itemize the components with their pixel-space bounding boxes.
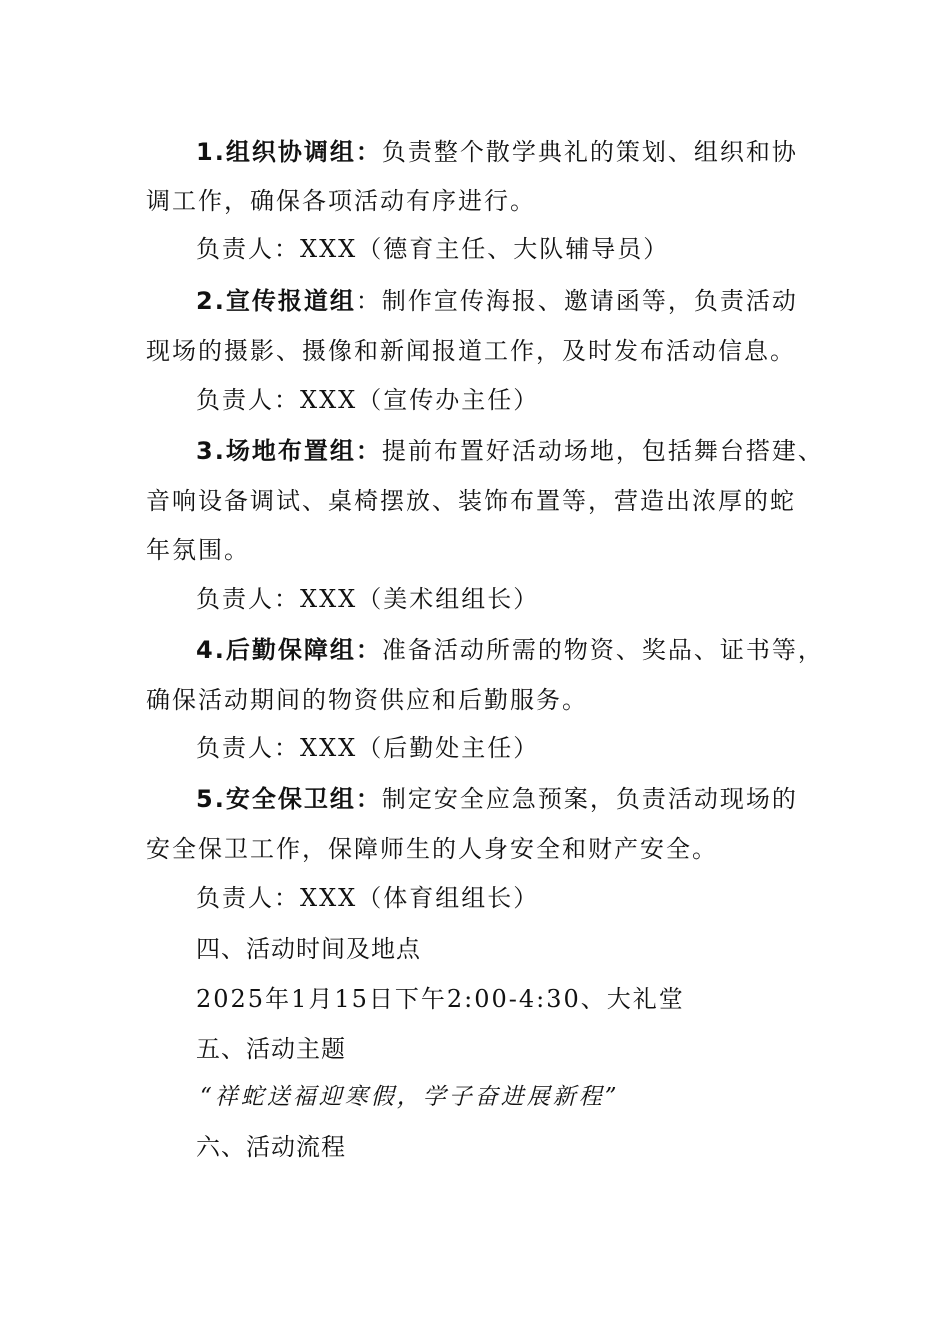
group-5-leader: 负责人：XXX（体育组组长） [196,884,540,912]
group-1-title: 1.组织协调组： [196,138,382,166]
group-3-leader: 负责人：XXX（美术组组长） [196,585,540,613]
group-1-leader: 负责人：XXX（德育主任、大队辅导员） [196,235,670,263]
section-4-content: 2025年1月15日下午2:00-4:30、大礼堂 [196,985,685,1013]
group-2-text-line-1: ：制作宣传海报、邀请函等，负责活动 [355,287,798,315]
group-4-paragraph [196,634,824,666]
group-1-text-line-2: 调工作，确保各项活动有序进行。 [146,187,536,215]
group-4-title: 4.后勤保障组： [196,636,382,664]
group-2-leader: 负责人：XXX（宣传办主任） [196,386,540,414]
section-5-heading: 五、活动主题 [196,1035,346,1063]
group-2-text-line-2: 现场的摄影、摄像和新闻报道工作，及时发布活动信息。 [146,337,796,365]
group-3-title: 3.场地布置组： [196,437,382,465]
group-1-paragraph [196,136,798,168]
group-2-paragraph [196,285,798,317]
group-5-title: 5.安全保卫组： [196,785,382,813]
group-4-text-line-2: 确保活动期间的物资供应和后勤服务。 [146,686,588,714]
group-5-text-line-2: 安全保卫工作，保障师生的人身安全和财产安全。 [146,835,718,863]
group-2-title: 2.宣传报道组 [196,287,356,315]
group-5-text-line-1: 制定安全应急预案，负责活动现场的 [381,785,798,813]
group-3-text-line-3: 年氛围。 [146,536,250,564]
group-4-text-line-1: 准备活动所需的物资、奖品、证书等， [381,636,824,664]
group-3-text-line-1: 提前布置好活动场地，包括舞台搭建、 [381,437,824,465]
group-5-paragraph [196,783,798,815]
group-4-leader: 负责人：XXX（后勤处主任） [196,734,540,762]
group-1-text-line-1: 负责整个散学典礼的策划、组织和协 [381,138,798,166]
group-3-paragraph [196,435,824,467]
section-5-theme: “祥蛇送福迎寒假，学子奋进展新程” [200,1084,620,1110]
section-6-heading: 六、活动流程 [196,1133,346,1161]
group-3-text-line-2: 音响设备调试、桌椅摆放、装饰布置等，营造出浓厚的蛇 [146,487,796,515]
section-4-heading: 四、活动时间及地点 [196,935,421,963]
